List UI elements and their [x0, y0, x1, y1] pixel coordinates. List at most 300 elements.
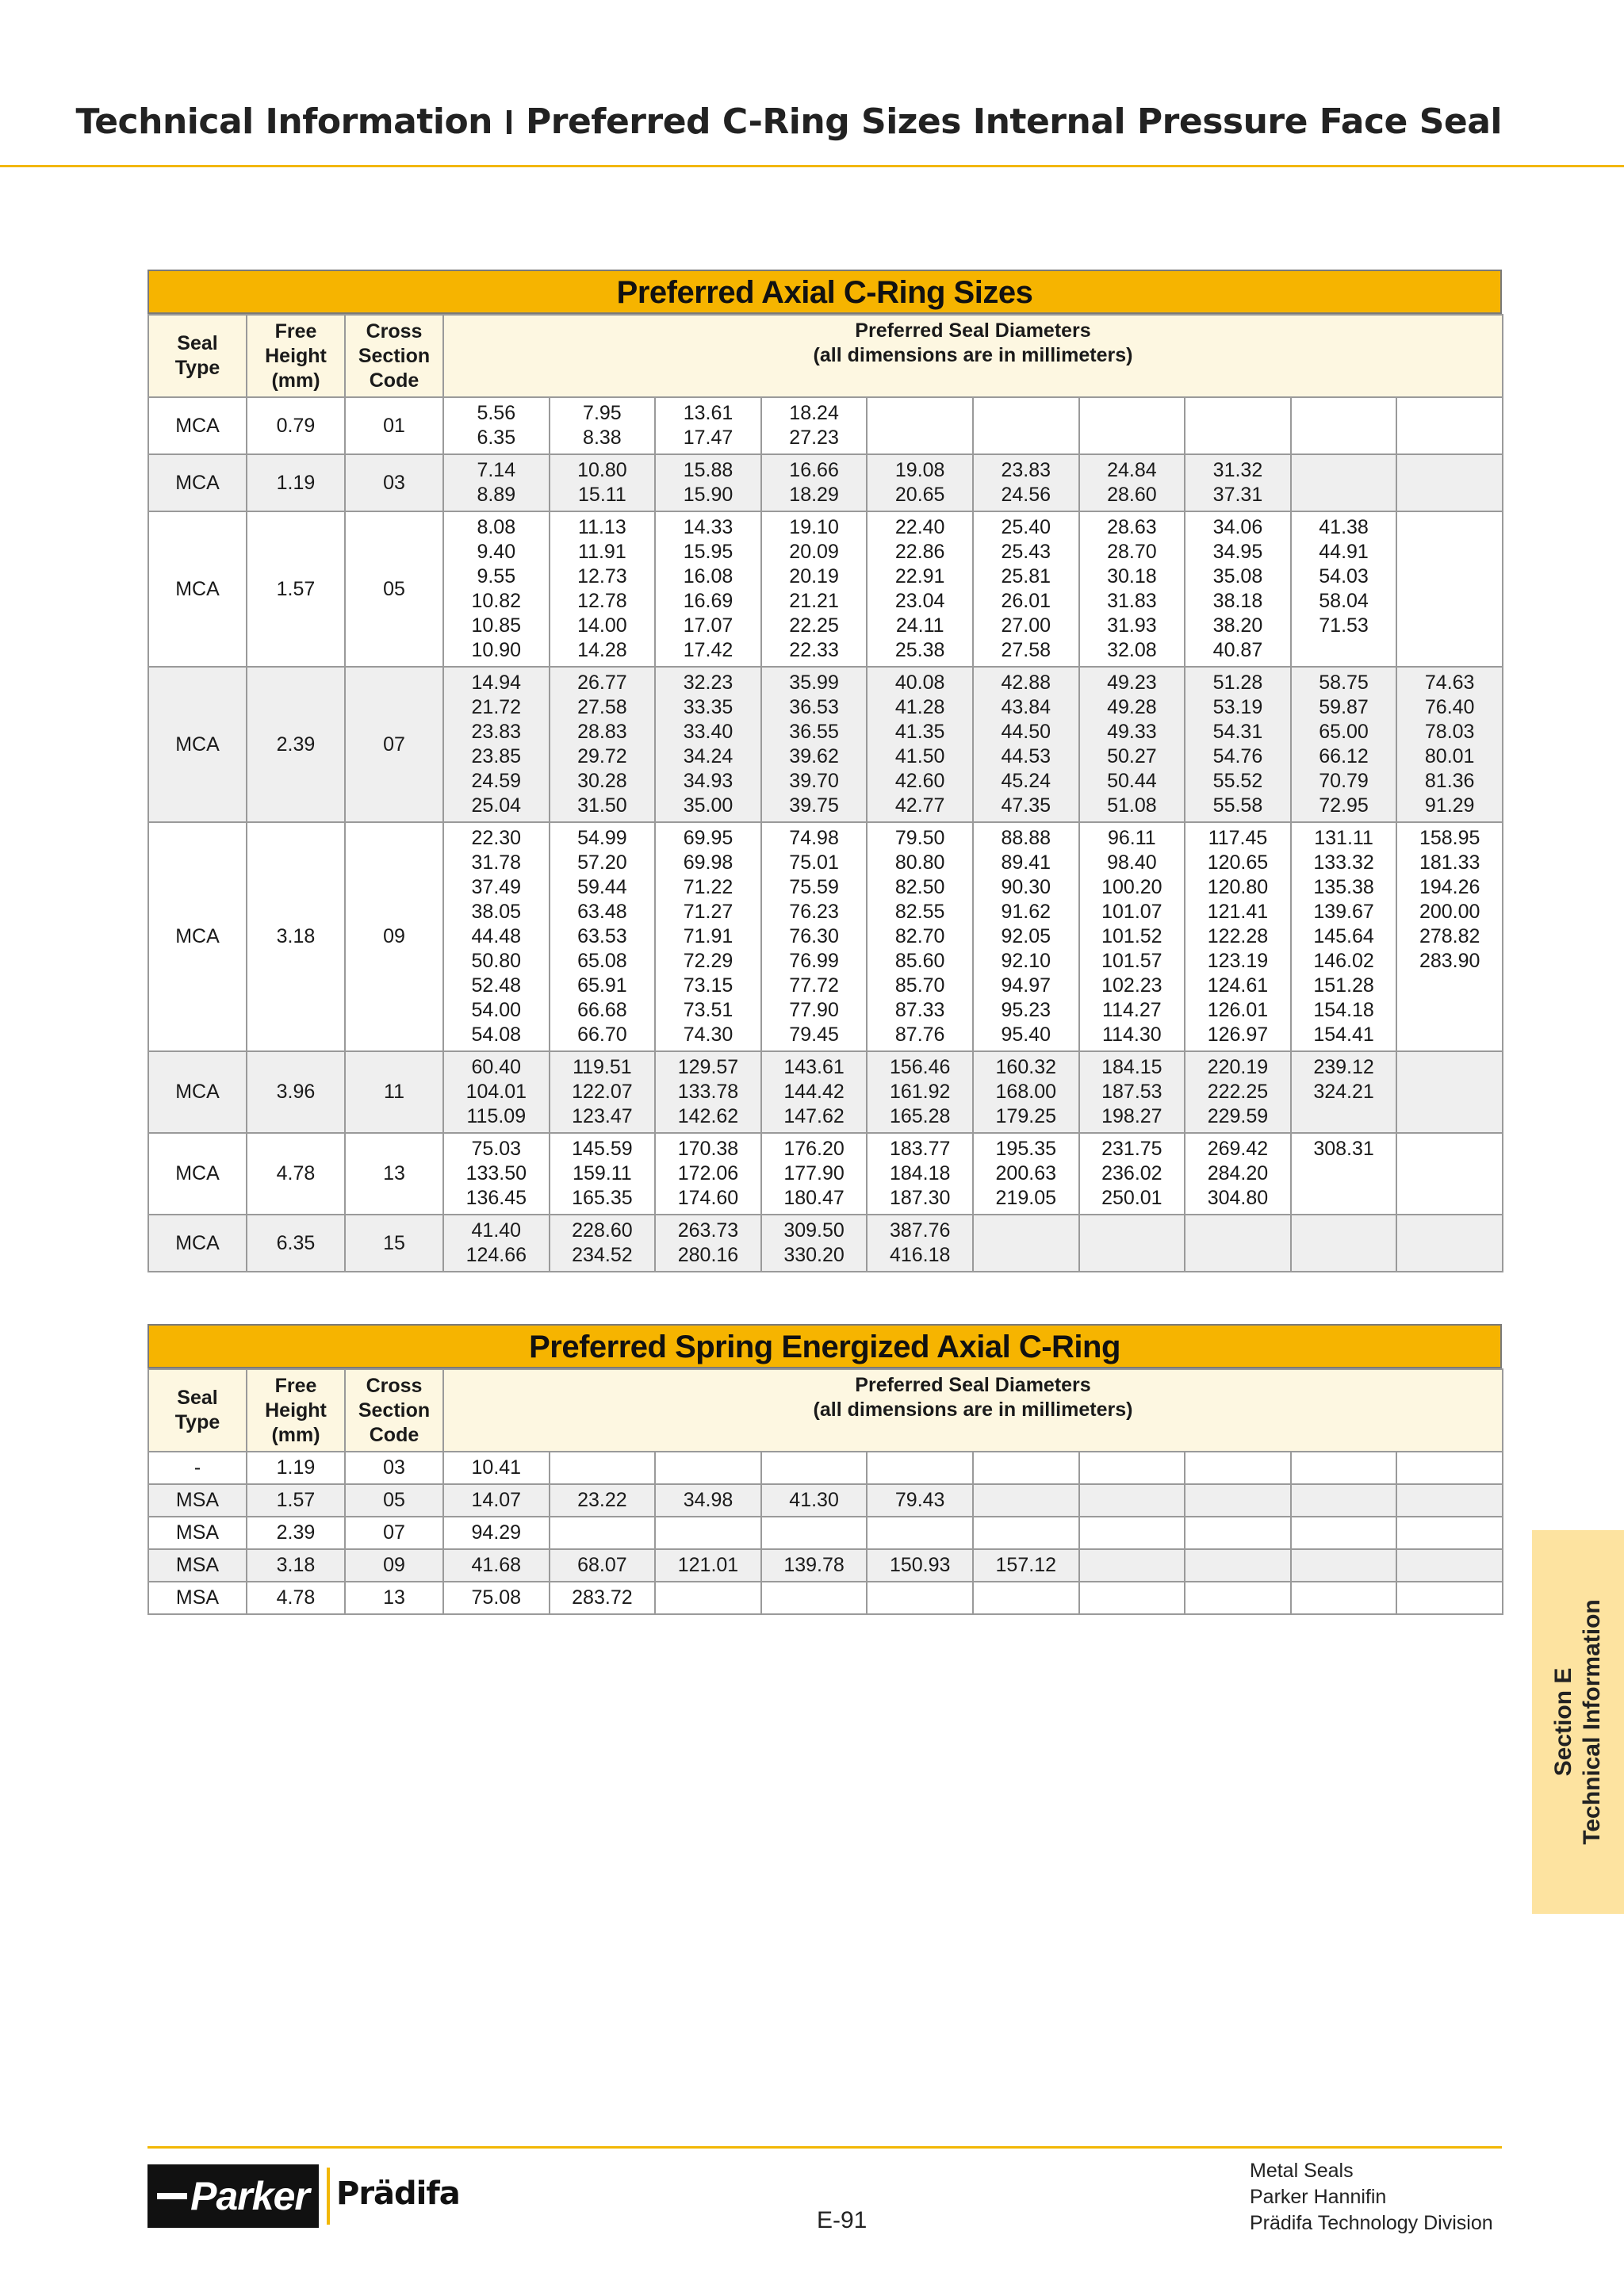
diameter-cell [550, 667, 656, 822]
header-section: Technical Information [75, 101, 493, 142]
diameter-cell [1396, 511, 1503, 667]
diameter-cell [443, 1051, 550, 1133]
seal-type-cell: MSA [148, 1517, 247, 1549]
diameter-cell [1185, 1582, 1291, 1614]
diameter-value: 170.38 [677, 1138, 739, 1160]
diameter-value: 51.28 [1212, 672, 1263, 694]
diameter-value: 115.09 [466, 1105, 527, 1127]
diameter-value: 10.82 [471, 590, 522, 612]
diameter-value: 31.50 [577, 794, 627, 817]
diameter-cell [655, 1133, 761, 1215]
diameter-value: 14.07 [471, 1489, 522, 1511]
diameter-cell [867, 1517, 973, 1549]
header-row [148, 1369, 1503, 1452]
diameter-cell [973, 1133, 1079, 1215]
diameter-value: 200.63 [995, 1162, 1056, 1184]
diameter-cell [761, 1452, 868, 1484]
section-tab[interactable] [1532, 1530, 1624, 1914]
table-row [148, 1582, 1503, 1614]
diameter-value: 37.31 [1212, 484, 1263, 506]
diameter-cell [1396, 822, 1503, 1051]
diameter-value: 7.95 [583, 402, 622, 424]
diameter-value: 20.65 [894, 484, 945, 506]
diameter-value: 66.12 [1319, 745, 1369, 767]
diameter-value: 11.91 [578, 541, 626, 563]
header-line: Cross [366, 320, 423, 342]
diameter-cell [867, 667, 973, 822]
diameter-cell [1079, 1517, 1185, 1549]
diameter-value: 15.90 [683, 484, 733, 506]
diameter-value: 23.85 [471, 745, 522, 767]
cross-section-cell: 09 [345, 1549, 443, 1582]
cross-section-cell: 13 [345, 1582, 443, 1614]
table-row [148, 1517, 1503, 1549]
diameter-cell [973, 667, 1079, 822]
diameter-value: 49.23 [1107, 672, 1157, 694]
diameter-value: 181.33 [1419, 851, 1480, 874]
cross-section-cell: 07 [345, 667, 443, 822]
diameter-value: 60.40 [471, 1056, 522, 1078]
cross-section-cell: 15 [345, 1215, 443, 1272]
diameter-value: 142.62 [677, 1105, 739, 1127]
diameter-cell [1185, 1051, 1291, 1133]
diameter-value: 77.90 [789, 999, 839, 1021]
diameter-cell [550, 1582, 656, 1614]
diameter-value: 69.95 [683, 827, 733, 849]
section-tab-line: Section E [1550, 1667, 1576, 1777]
diameter-value: 71.27 [683, 901, 733, 923]
diameter-value: 74.30 [683, 1024, 733, 1046]
diameter-value: 68.07 [577, 1554, 627, 1576]
diameter-value: 12.73 [577, 565, 627, 587]
diameter-value: 54.31 [1212, 721, 1263, 743]
diameter-value: 19.08 [894, 459, 945, 481]
diameter-value: 5.56 [477, 402, 516, 424]
diameter-cell [867, 1452, 973, 1484]
diameter-cell [973, 454, 1079, 511]
table-row [148, 667, 1503, 822]
diameter-cell [1079, 1484, 1185, 1517]
diameter-cell [443, 511, 550, 667]
cross-section-cell: 03 [345, 454, 443, 511]
parker-pradifa-logo [147, 2161, 460, 2231]
diameter-value: 283.72 [572, 1586, 633, 1609]
header-line: Free [274, 320, 317, 342]
diameter-value: 23.83 [471, 721, 522, 743]
diameter-value: 102.23 [1101, 974, 1162, 997]
diameter-value: 24.84 [1107, 459, 1157, 481]
diameter-cell [761, 1133, 868, 1215]
diameter-cell [973, 1215, 1079, 1272]
diameter-cell [1396, 1133, 1503, 1215]
table-row [148, 397, 1503, 454]
diameter-cell [1396, 1215, 1503, 1272]
diameter-value: 120.65 [1207, 851, 1269, 874]
diameter-cell [1291, 1051, 1397, 1133]
diameter-value: 129.57 [677, 1056, 739, 1078]
logo-parker-text: Parker [190, 2174, 309, 2218]
seal-type-header [148, 315, 247, 397]
diameter-value: 154.41 [1313, 1024, 1374, 1046]
diameter-value: 168.00 [995, 1081, 1056, 1103]
diameter-value: 100.20 [1101, 876, 1162, 898]
diameter-value: 16.08 [683, 565, 733, 587]
diameter-cell [867, 1133, 973, 1215]
diameter-cell [973, 1484, 1079, 1517]
diameter-value: 31.32 [1212, 459, 1263, 481]
diameter-value: 50.80 [471, 950, 522, 972]
diameter-value: 94.29 [471, 1521, 522, 1544]
diameter-value: 32.08 [1107, 639, 1157, 661]
diameter-value: 165.28 [889, 1105, 951, 1127]
diameter-value: 23.22 [577, 1489, 627, 1511]
cross-section-cell: 05 [345, 1484, 443, 1517]
table-row [148, 1452, 1503, 1484]
diameter-value: 90.30 [1001, 876, 1051, 898]
table-title: Preferred Axial C-Ring Sizes [147, 270, 1502, 314]
diameter-value: 33.40 [683, 721, 733, 743]
free-height-header [247, 315, 345, 397]
diameter-cell [1079, 1549, 1185, 1582]
diameter-value: 8.08 [477, 516, 516, 538]
diameter-value: 10.85 [471, 614, 522, 637]
diameter-value: 96.11 [1108, 827, 1156, 849]
diameter-value: 41.38 [1319, 516, 1369, 538]
diameter-cell [761, 397, 868, 454]
diameter-cell [1396, 1549, 1503, 1582]
diameter-cell [1079, 454, 1185, 511]
diameter-value: 14.94 [471, 672, 522, 694]
cross-section-cell: 13 [345, 1133, 443, 1215]
diameter-value: 47.35 [1001, 794, 1051, 817]
diameter-cell [1291, 1484, 1397, 1517]
diameter-cell [1185, 1549, 1291, 1582]
diameter-cell [1396, 1051, 1503, 1133]
diameter-value: 229.59 [1207, 1105, 1269, 1127]
diameter-value: 35.08 [1212, 565, 1263, 587]
diameter-value: 158.95 [1419, 827, 1480, 849]
diameter-value: 234.52 [572, 1244, 633, 1266]
diameter-value: 172.06 [677, 1162, 739, 1184]
diameter-value: 309.50 [783, 1219, 845, 1242]
diameter-value: 20.09 [789, 541, 839, 563]
diameter-value: 95.23 [1001, 999, 1051, 1021]
diameter-value: 184.18 [889, 1162, 951, 1184]
diameter-value: 76.23 [789, 901, 839, 923]
diameter-value: 74.63 [1424, 672, 1475, 694]
diameter-value: 35.99 [789, 672, 839, 694]
diameter-value: 31.93 [1107, 614, 1157, 637]
diameter-value: 21.72 [471, 696, 522, 718]
diameter-value: 44.50 [1001, 721, 1051, 743]
diameter-value: 16.66 [789, 459, 839, 481]
diameter-value: 53.19 [1212, 696, 1263, 718]
diameter-cell [973, 822, 1079, 1051]
free-height-cell: 1.19 [247, 1452, 345, 1484]
diameter-value: 147.62 [783, 1105, 845, 1127]
free-height-cell: 1.57 [247, 1484, 345, 1517]
diameter-value: 92.05 [1001, 925, 1051, 947]
section-tab-line: Technical Information [1579, 1599, 1605, 1845]
diameter-cell [550, 1215, 656, 1272]
diameter-value: 54.99 [577, 827, 627, 849]
diameter-value: 101.57 [1101, 950, 1162, 972]
free-height-header [247, 1369, 345, 1452]
diameter-cell [1291, 511, 1397, 667]
cross-section-cell: 11 [345, 1051, 443, 1133]
diameter-value: 49.28 [1107, 696, 1157, 718]
free-height-cell: 3.18 [247, 1549, 345, 1582]
diameter-value: 161.92 [889, 1081, 951, 1103]
diameter-value: 133.78 [677, 1081, 739, 1103]
diameter-value: 17.07 [683, 614, 733, 637]
diameter-cell [761, 1549, 868, 1582]
header-row [148, 315, 1503, 397]
diameter-value: 79.50 [894, 827, 945, 849]
table-row [148, 1549, 1503, 1582]
diameter-value: 51.08 [1107, 794, 1157, 817]
header-line: Height [265, 1399, 327, 1422]
diameter-cell [1396, 667, 1503, 822]
diameter-value: 59.44 [577, 876, 627, 898]
diameter-value: 63.53 [577, 925, 627, 947]
seal-type-header [148, 1369, 247, 1452]
diameter-value: 79.43 [894, 1489, 945, 1511]
diameter-value: 31.78 [471, 851, 522, 874]
diameter-value: 41.28 [894, 696, 945, 718]
diameter-cell [1185, 1452, 1291, 1484]
logo-pradifa-text: Prädifa [336, 2175, 460, 2212]
diameter-cell [550, 1133, 656, 1215]
header-line: Section [358, 344, 431, 367]
diameter-value: 81.36 [1424, 770, 1475, 792]
diameter-value: 179.25 [995, 1105, 1056, 1127]
title-separator [507, 110, 511, 134]
header-line: (all dimensions are in millimeters) [813, 1399, 1133, 1421]
diameter-cell [973, 511, 1079, 667]
diameter-value: 66.70 [577, 1024, 627, 1046]
table-row [148, 822, 1503, 1051]
diameter-value: 72.95 [1319, 794, 1369, 817]
diameter-value: 10.90 [471, 639, 522, 661]
diameter-value: 34.93 [683, 770, 733, 792]
diameter-value: 49.33 [1107, 721, 1157, 743]
diameter-value: 33.35 [683, 696, 733, 718]
footer-divider [147, 2146, 1502, 2149]
diameter-cell [973, 397, 1079, 454]
diameter-value: 29.72 [577, 745, 627, 767]
diameter-value: 42.77 [894, 794, 945, 817]
logo-bar-icon [157, 2193, 187, 2199]
diameter-value: 104.01 [465, 1081, 527, 1103]
diameter-value: 27.00 [1001, 614, 1051, 637]
diameter-value: 31.83 [1107, 590, 1157, 612]
diameter-value: 50.27 [1107, 745, 1157, 767]
diameter-value: 43.84 [1001, 696, 1051, 718]
diameter-value: 55.58 [1212, 794, 1263, 817]
diameter-value: 135.38 [1313, 876, 1374, 898]
diameter-value: 250.01 [1101, 1187, 1162, 1209]
diameter-value: 80.80 [894, 851, 945, 874]
free-height-cell: 1.19 [247, 454, 345, 511]
diameter-value: 73.51 [683, 999, 733, 1021]
diameter-value: 122.07 [572, 1081, 633, 1103]
diameter-value: 58.75 [1319, 672, 1369, 694]
diameter-cell [867, 397, 973, 454]
diameter-value: 59.87 [1319, 696, 1369, 718]
diameter-value: 28.70 [1107, 541, 1157, 563]
diameter-value: 8.89 [477, 484, 516, 506]
diameter-cell [550, 454, 656, 511]
diameter-cell [973, 1051, 1079, 1133]
diameter-value: 119.51 [573, 1056, 632, 1078]
logo-divider [327, 2168, 330, 2225]
diameter-value: 85.60 [894, 950, 945, 972]
diameter-value: 124.61 [1207, 974, 1269, 997]
diameter-value: 75.01 [789, 851, 839, 874]
table-row [148, 1215, 1503, 1272]
diameter-value: 27.58 [1001, 639, 1051, 661]
diameter-value: 17.47 [683, 427, 733, 449]
diameter-value: 65.00 [1319, 721, 1369, 743]
diameter-value: 200.00 [1419, 901, 1480, 923]
diameter-cell [973, 1517, 1079, 1549]
diameter-value: 9.55 [477, 565, 516, 587]
diameter-cell [973, 1452, 1079, 1484]
diameter-cell [443, 1484, 550, 1517]
diameter-value: 75.03 [471, 1138, 522, 1160]
diameter-value: 126.97 [1207, 1024, 1269, 1046]
diameter-value: 143.61 [783, 1056, 845, 1078]
diameter-value: 123.47 [572, 1105, 633, 1127]
diameter-value: 180.47 [783, 1187, 845, 1209]
header-line: Code [369, 369, 419, 392]
diameter-value: 198.27 [1101, 1105, 1162, 1127]
diameter-cell [1291, 822, 1397, 1051]
header-line: Height [265, 344, 327, 367]
diameter-value: 14.33 [683, 516, 733, 538]
diameter-cell [867, 511, 973, 667]
diameter-value: 121.01 [677, 1554, 739, 1576]
cross-section-cell: 07 [345, 1517, 443, 1549]
diameter-value: 30.18 [1107, 565, 1157, 587]
diameter-value: 330.20 [783, 1244, 845, 1266]
diameter-cell [655, 1517, 761, 1549]
diameter-cell [1185, 1133, 1291, 1215]
diameter-value: 39.62 [789, 745, 839, 767]
diameter-value: 35.00 [683, 794, 733, 817]
diameter-cell [550, 397, 656, 454]
footer-line: Parker Hannifin [1250, 2186, 1387, 2208]
diameter-cell [443, 454, 550, 511]
diameter-cell [1079, 511, 1185, 667]
diameter-value: 220.19 [1207, 1056, 1269, 1078]
diameter-value: 91.29 [1424, 794, 1475, 817]
spring-sizes-grid [147, 1368, 1503, 1615]
diameter-value: 28.60 [1107, 484, 1157, 506]
diameter-value: 34.95 [1212, 541, 1263, 563]
diameter-cell [1079, 1133, 1185, 1215]
diameter-value: 34.98 [683, 1489, 733, 1511]
diameter-value: 114.27 [1102, 999, 1162, 1021]
diameter-value: 54.08 [471, 1024, 522, 1046]
cross-section-header [345, 1369, 443, 1452]
header-line: (all dimensions are in millimeters) [813, 344, 1133, 366]
free-height-cell: 2.39 [247, 667, 345, 822]
header-line: Seal [177, 1387, 218, 1409]
diameter-cell [1185, 397, 1291, 454]
diameter-value: 40.87 [1212, 639, 1263, 661]
diameter-value: 54.00 [471, 999, 522, 1021]
diameter-value: 44.53 [1001, 745, 1051, 767]
diameter-value: 114.30 [1102, 1024, 1162, 1046]
diameter-value: 10.80 [577, 459, 627, 481]
diameter-value: 24.56 [1001, 484, 1051, 506]
diameter-value: 146.02 [1313, 950, 1374, 972]
diameter-value: 32.23 [683, 672, 733, 694]
diameter-cell [761, 1517, 868, 1549]
diameter-value: 88.88 [1001, 827, 1051, 849]
seal-type-cell: MCA [148, 511, 247, 667]
diameter-value: 70.79 [1319, 770, 1369, 792]
diameter-value: 18.29 [789, 484, 839, 506]
diameter-cell [867, 1051, 973, 1133]
diameter-cell [655, 1484, 761, 1517]
diameter-value: 44.48 [471, 925, 522, 947]
diameter-cell [1291, 667, 1397, 822]
diameter-value: 22.33 [789, 639, 839, 661]
free-height-cell: 3.18 [247, 822, 345, 1051]
diameter-value: 41.50 [894, 745, 945, 767]
diameter-value: 71.53 [1319, 614, 1369, 637]
page-title [76, 101, 1502, 142]
diameter-cell [655, 1582, 761, 1614]
diameter-value: 101.52 [1101, 925, 1162, 947]
diameter-cell [443, 822, 550, 1051]
diameter-value: 195.35 [995, 1138, 1056, 1160]
diameter-value: 52.48 [471, 974, 522, 997]
diameter-value: 54.03 [1319, 565, 1369, 587]
diameter-cell [867, 1549, 973, 1582]
diameter-value: 14.00 [577, 614, 627, 637]
diameter-value: 159.11 [573, 1162, 632, 1184]
diameter-value: 174.60 [677, 1187, 739, 1209]
diameter-value: 39.75 [789, 794, 839, 817]
cross-section-cell: 01 [345, 397, 443, 454]
diameter-value: 145.59 [572, 1138, 633, 1160]
axial-sizes-grid [147, 314, 1503, 1272]
diameter-cell [761, 1215, 868, 1272]
diameter-cell [1079, 822, 1185, 1051]
diameter-value: 37.49 [471, 876, 522, 898]
free-height-cell: 3.96 [247, 1051, 345, 1133]
diameter-value: 42.88 [1001, 672, 1051, 694]
diameter-cell [761, 667, 868, 822]
diameter-cell [1185, 667, 1291, 822]
diameter-value: 154.18 [1313, 999, 1374, 1021]
diameter-value: 38.20 [1212, 614, 1263, 637]
table-row [148, 454, 1503, 511]
diameter-value: 82.55 [894, 901, 945, 923]
diameter-value: 14.28 [577, 639, 627, 661]
cross-section-cell: 05 [345, 511, 443, 667]
diameter-cell [443, 1582, 550, 1614]
diameter-value: 95.40 [1001, 1024, 1051, 1046]
seal-type-cell: MCA [148, 397, 247, 454]
diameter-cell [761, 1051, 868, 1133]
diameter-value: 80.01 [1424, 745, 1475, 767]
diameter-value: 165.35 [572, 1187, 633, 1209]
